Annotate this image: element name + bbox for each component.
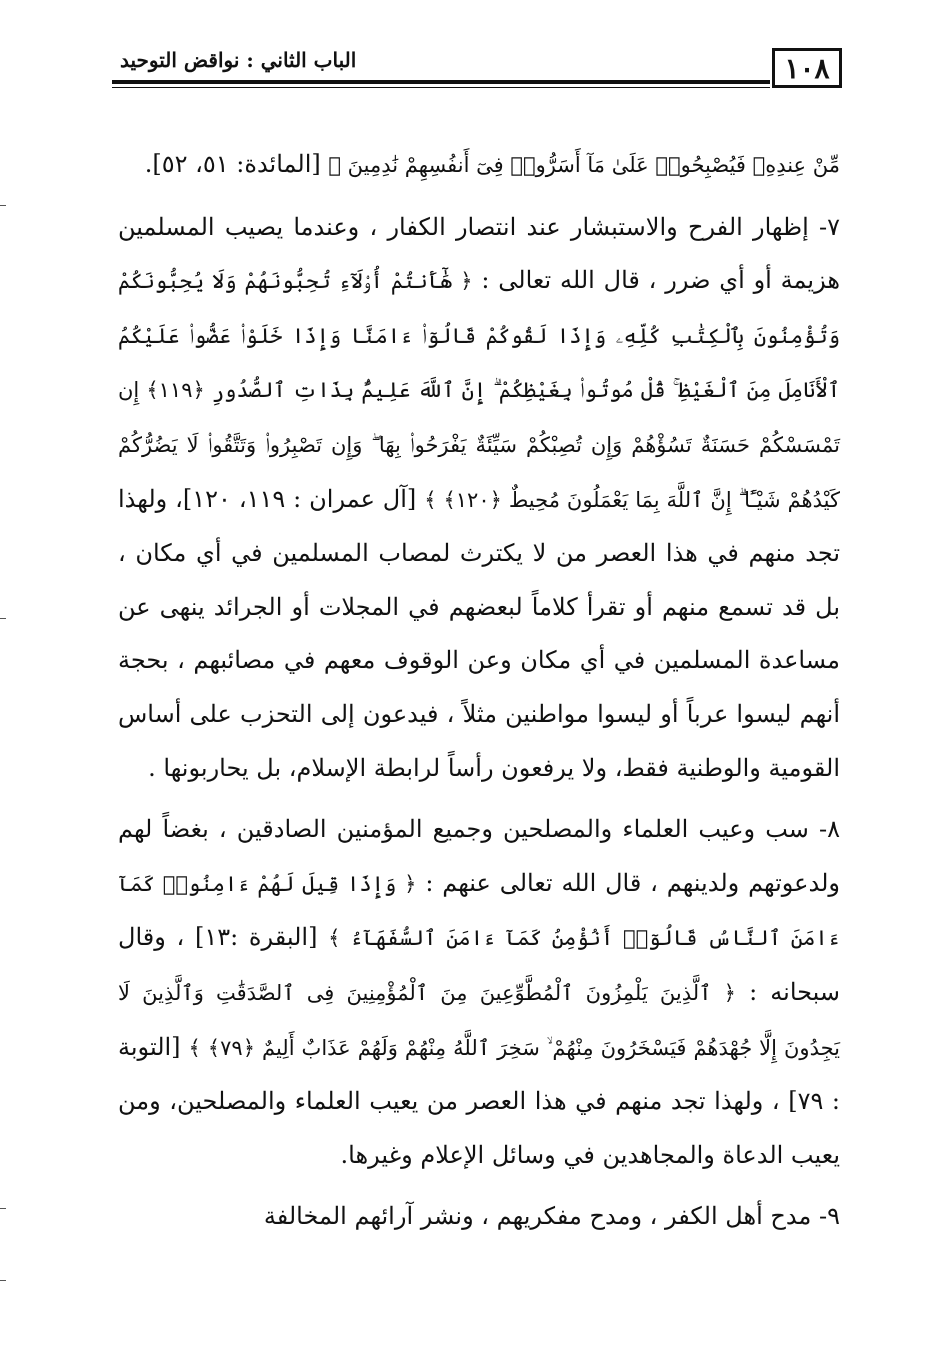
paragraph-item-7 (118, 201, 840, 796)
quran-verse: ﴿ ٱلَّذِينَ يَلْمِزُونَ ٱلْمُطَّوِّعِينَ مِنَ ٱلْمُؤْمِنِينَ فِى ٱلصَّدَقَٰتِ وَٱلَّذِينَ لَا يَجِدُونَ إِلَّا جُهْدَهُمْ فَيَسْخَرُونَ مِنْهُمْ ۙ سَخِرَ ٱللَّهُ مِنْهُمْ وَلَهُمْ عَذَابٌ أَلِيمٌ ﴿٧٩﴾ ﴾ (118, 980, 840, 1060)
paragraph-text: ٧- إظهار الفرح والاستبشار عند انتصار الكفار ، وعندما يصيب المسلمين هزيمة أو أي ضرر ، قال الله تعالى : (118, 212, 840, 295)
verse-reference: [آل عمران : ١١٩، ١٢٠] (182, 484, 425, 513)
scan-margin-mark (0, 1280, 6, 1281)
paragraph-text: ٨- سب وعيب العلماء والمصلحين وجميع المؤمنين الصادقين ، بغضاً لهم ولدعوتهم ولدينهم ، قال الله تعالى عنهم : (118, 815, 840, 897)
scan-margin-mark (0, 618, 6, 619)
paragraph-gap (118, 193, 840, 201)
header-rule-thin (112, 87, 770, 88)
scan-margin-mark (0, 205, 6, 206)
header-rule-thick (112, 80, 770, 84)
paragraph-text: ، ولهذا تجد منهم في هذا العصر من يعيب العلماء والمصلحين، ومن يعيب الدعاة والمجاهدين في وسائل الإعلام وغيرها. (118, 1087, 840, 1169)
paragraph-text: ، ولهذا تجد منهم في هذا العصر من لا يكترث لمصاب المسلمين في أي مكان ، بل قد تسمع منهم أو تقرأ كلاماً لبعضهم في المجلات أو الجرائد ينهى عن مساعدة المسلمين في أي مكان وعن الوقوف معهم في مصائبهم ، بحجة أنهم ليسوا عرباً أو ليسوا مواطنين مثلاً ، فيدعون إلى التحزب على أساس القومية والوطنية فقط، ولا يرفعون رأساً لرابطة الإسلام، بل يحاربونها . (118, 484, 841, 782)
page-number: ١٠٨ (784, 51, 830, 85)
paragraph-text: ٩- مدح أهل الكفر ، ومدح مفكريهم ، ونشر آرائهم المخالفة (263, 1202, 840, 1231)
paragraph-item-8 (118, 803, 840, 1182)
chapter-title: الباب الثاني : نواقض التوحيد (120, 48, 357, 72)
quran-verse: ﴿ هَٰٓأَنتُمْ أُو۟لَآءِ تُحِبُّونَهُمْ وَلَا يُحِبُّونَكُمْ وَتُؤْمِنُونَ بِٱلْكِتَٰبِ كُلِّهِۦ وَإِذَا لَقُوكُمْ قَالُوٓا۟ ءَامَنَّا وَإِذَا خَلَوْا۟ عَضُّوا۟ عَلَيْكُمُ ٱلْأَنَامِلَ مِنَ ٱلْغَيْظِ ۚ قُلْ مُوتُوا۟ بِغَيْظِكُمْ ۗ إِنَّ ٱللَّهَ عَلِيمٌۢ بِذَاتِ ٱلصُّدُورِ ﴿١١٩﴾ إِن تَمْسَسْكُمْ حَسَنَةٌ تَسُؤْهُمْ وَإِن تُصِبْكُمْ سَيِّئَةٌ يَفْرَحُوا۟ بِهَا ۖ وَإِن تَصْبِرُوا۟ وَتَتَّقُوا۟ لَا يَضُرُّكُمْ كَيْدُهُمْ شَيْـًٔا ۗ إِنَّ ٱللَّهَ بِمَا يَعْمَلُونَ مُحِيطٌ ﴿١٢٠﴾ ﴾ (118, 269, 840, 512)
page-body (118, 138, 840, 1244)
verse-reference: [التوبة : ٧٩] (118, 1032, 841, 1116)
paragraph-gap (118, 1182, 840, 1190)
page-header (112, 40, 842, 102)
paragraph-continuation (118, 138, 840, 193)
paragraph-item-9 (118, 1190, 840, 1244)
verse-reference: [البقرة :١٣] (194, 923, 329, 952)
page-number-box (772, 48, 842, 88)
paragraph-text: ، وقال سبحانه : (118, 923, 840, 1006)
quran-verse: ﴿ وَإِذَا قِيلَ لَهُمْ ءَامِنُوا۟ كَمَآ ءَامَنَ ٱلنَّاسُ قَالُوٓا۟ أَنُؤْمِنُ كَمَآ ءَامَنَ ٱلسُّفَهَآءُ ﴾ (118, 871, 840, 951)
quran-verse: مِّنْ عِندِهِۦ فَيُصْبِحُوا۟ عَلَىٰ مَآ أَسَرُّوا۟ فِىٓ أَنفُسِهِمْ نَٰدِمِينَ ﴾ (328, 153, 840, 177)
scan-margin-mark (0, 1208, 6, 1209)
verse-reference: [المائدة: ٥١، ٥٢]. (144, 150, 329, 178)
paragraph-gap (118, 795, 840, 803)
